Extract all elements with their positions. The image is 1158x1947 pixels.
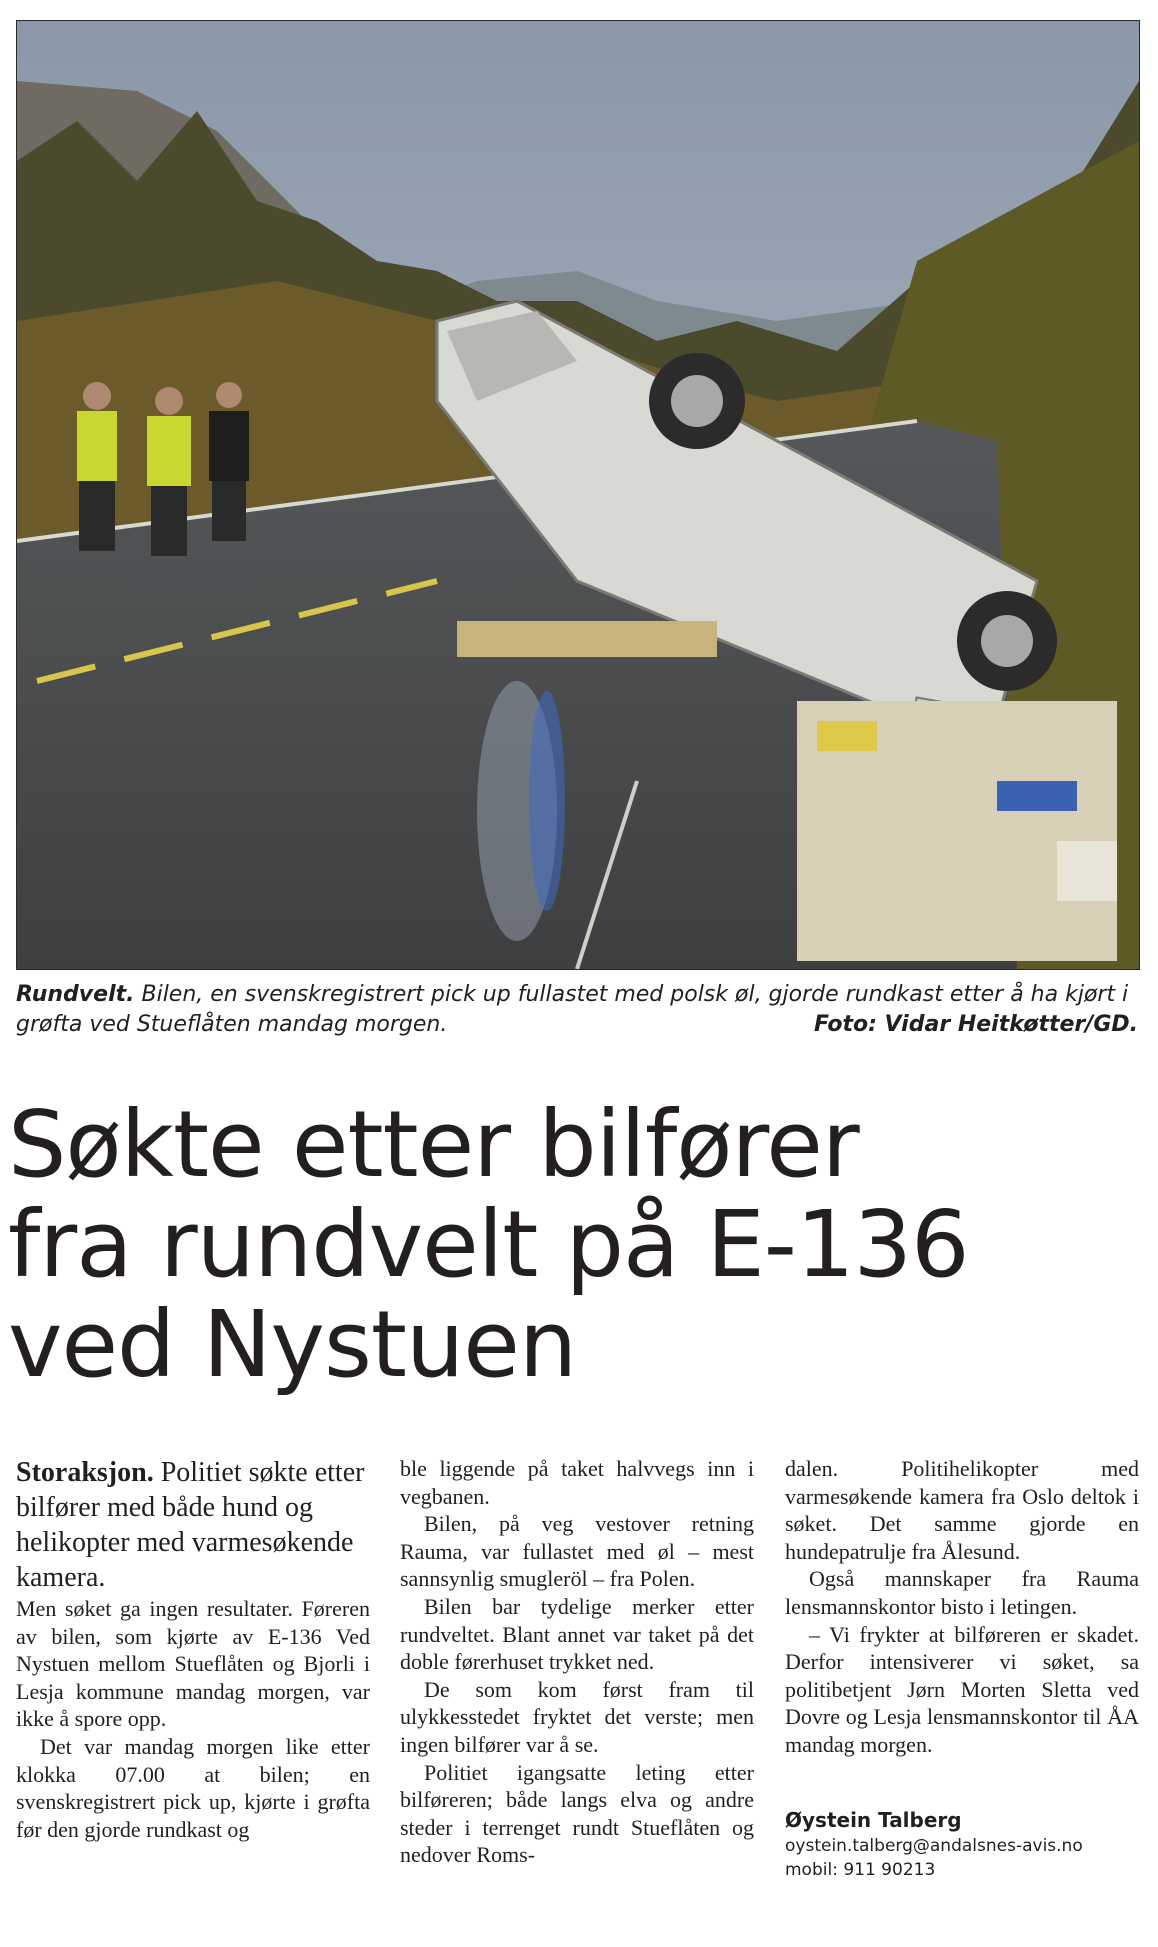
body-paragraph: Også mannskaper fra Rauma lensmannskontor bisto i letingen. <box>785 1566 1139 1619</box>
photo-caption <box>16 980 1138 1040</box>
author-email[interactable]: oystein.talberg@andalsnes-avis.no <box>785 1835 1083 1856</box>
ingress <box>16 1455 370 1595</box>
headline-line: ved Nystuen <box>8 1291 577 1398</box>
caption-text: Bilen, en svenskregistrert pick up fullastet med polsk øl, gjorde rundkast etter å ha kjørt i grøfta ved Stueflåten mandag morgen. <box>16 982 1129 1037</box>
accident-scene-image <box>17 21 1139 969</box>
body-paragraph: Det var mandag morgen like etter klokka 07.00 at bilen; en svenskregistrert pick up, kjørte i grøfta før den gjorde rundkast og <box>16 1733 370 1842</box>
headline-line: Søkte etter bilfører <box>8 1091 859 1198</box>
ingress-text: Politiet søkte etter bilfører med både hund og helikopter med varmesøkende kamera. <box>16 1457 365 1593</box>
body-paragraph: Men søket ga ingen resultater. Føreren av bilen, som kjørte av E-136 Ved Nystuen mellom Stueflåten og Bjorli i Lesja kommune mandag morgen, var ikke å spore opp. <box>16 1596 370 1732</box>
article-column-3 <box>785 1455 1139 1882</box>
body-paragraph: De som kom først fram til ulykkesstedet fryktet det verste; men ingen bilfører var å se. <box>400 1676 754 1757</box>
author-name: Øystein Talberg <box>785 1807 962 1832</box>
news-photo <box>16 20 1140 970</box>
ingress-lead: Storaksjon. <box>16 1457 154 1488</box>
body-paragraph: ble liggende på taket halvvegs inn i vegbanen. <box>400 1456 754 1509</box>
photo-credit: Foto: Vidar Heitkøtter/GD. <box>814 1012 1138 1037</box>
article-column-1 <box>16 1455 370 1843</box>
author-mobile: mobil: 911 90213 <box>785 1859 936 1880</box>
byline <box>785 1807 1139 1882</box>
body-paragraph: – Vi frykter at bilføreren er skadet. Derfor intensiverer vi søket, sa politibetjent Jørn Morten Sletta ved Dovre og Lesja lensmannskontor til ÅA mandag morgen. <box>785 1621 1139 1757</box>
article-column-2 <box>400 1455 754 1869</box>
body-paragraph: dalen. Politihelikopter med varmesøkende kamera fra Oslo deltok i søket. Det samme gjorde en hundepatrulje fra Ålesund. <box>785 1456 1139 1564</box>
body-paragraph: Bilen bar tydelige merker etter rundveltet. Blant annet var taket på det doble førerhuset trykket ned. <box>400 1593 754 1675</box>
caption-lead: Rundvelt. <box>16 982 135 1007</box>
body-paragraph: Bilen, på veg vestover retning Rauma, var fullastet med øl – mest sannsynlig smugleröl – fra Polen. <box>400 1511 754 1592</box>
headline <box>8 1091 1148 1398</box>
body-paragraph: Politiet igangsatte leting etter bilføreren; både langs elva og andre steder i terrenget rundt Stueflåten og nedover Roms- <box>400 1759 754 1868</box>
headline-line: fra rundvelt på E-136 <box>8 1191 969 1298</box>
